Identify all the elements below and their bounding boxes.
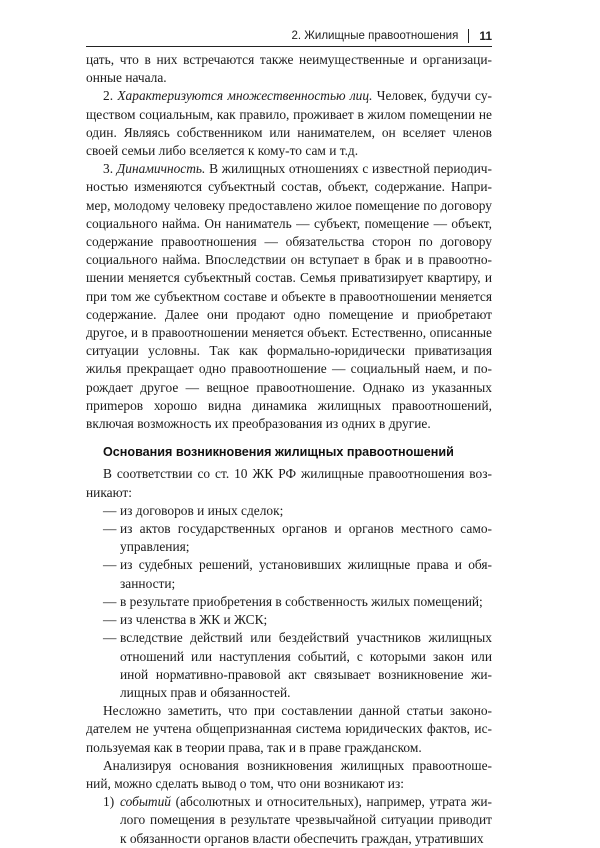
- emphasis-term: Динамичность.: [116, 161, 206, 177]
- list-item: [86, 593, 492, 611]
- page-number: 11: [479, 29, 492, 43]
- paragraph-multiplicity: [86, 87, 492, 160]
- paragraph-intro: В соответствии со ст. 10 ЖК РФ жилищные правоотношения возникают:: [86, 466, 492, 500]
- dash-marker: —: [103, 557, 117, 573]
- paragraph-text: Человек, будучи существом социальным, как правило, проживает в жилом помещении не один. Являясь собственником или нанимателем, он вселяет членов своей семьи либо вселяется к кому-то сам и т.д.: [86, 88, 492, 159]
- paragraph-text: В жилищных отношениях с известной периодичностью изменяются субъектный состав, объект, содержание. Например, молодому человеку предоставлено жилое помещение по договору социального найма. Он наниматель — субъект, помещение — объект, содержание правоотношения — обязательства сторон по договору социального найма. Впоследствии он вступает в брак и в правоотношении меняется субъектный состав. Семья приватизирует квартиру, и при том же субъектном составе и объекте в правоотношении меняется содержание. Далее они продают одно помещение и приобретают другое, и в правоотношении меняется объект. Естественно, описанные ситуации условны. Так как формально-юридически приватизация жилья прекращает одно правоотношение — социальный наем, и порождает другое — вещное правоотношение. Однако из указанных приmеров хорошо видна динамика жилищных правоотношений, включая возможность их преобразования из одних в другие.: [86, 161, 492, 432]
- dash-marker: —: [103, 593, 117, 609]
- list-item-text: из членства в ЖК и ЖСК;: [120, 612, 268, 628]
- dash-marker: —: [103, 521, 117, 537]
- list-item-text: в результате приобретения в собственность жилых помещений;: [120, 593, 483, 609]
- list-item-text: из договоров и иных сделок;: [120, 502, 284, 518]
- dash-marker: —: [103, 502, 117, 518]
- list-item-text: из судебных решений, установивших жилищные права и обязанности;: [120, 557, 492, 591]
- numbered-item-text: (абсолютных и относительных), например, утрата жилого помещения в результате чрезвычайной ситуации приводит к обязанности органов власти обеспечить граждан, утративших: [120, 794, 492, 846]
- paragraph-analysis: Анализируя основания возникновения жилищных правоотношений, можно сделать вывод о том, что они возникают из:: [86, 757, 492, 791]
- paragraph-dynamics: [86, 160, 492, 433]
- list-item-text: вследствие действий или бездействий участников жилищных отношений или наступления событий, с которыми закон или иной нормативно-правовой акт связывает возникновение жилищных прав и обязанностей.: [120, 630, 492, 700]
- dash-marker: —: [103, 612, 117, 628]
- paragraph-continuation: цать, что в них встречаются также неимущественные и организационные начала.: [86, 52, 492, 86]
- section-heading: Основания возникновения жилищных правоотношений: [103, 445, 454, 460]
- dash-marker: —: [103, 630, 117, 646]
- header-divider: [468, 29, 469, 43]
- list-item-text: из актов государственных органов и органов местного самоуправления;: [120, 521, 492, 555]
- list-item: [86, 520, 492, 556]
- number-marker: 1): [103, 794, 115, 810]
- numbered-item: [86, 793, 492, 848]
- paragraph-note: Несложно заметить, что при составлении данной статьи законодателем не учтена общепризнанная система юридических фактов, используемая как в теории права, так и в праве гражданском.: [86, 703, 492, 755]
- sources-list: [86, 793, 492, 848]
- item-number: 2.: [103, 88, 118, 104]
- list-item: [86, 502, 492, 520]
- emphasis-term: событий: [120, 794, 171, 810]
- list-item: [86, 611, 492, 629]
- grounds-list: [86, 502, 492, 702]
- emphasis-term: Характеризуются множественностью лиц.: [117, 88, 373, 104]
- section-title: 2. Жилищные правоотношения: [291, 30, 459, 42]
- list-item: [86, 556, 492, 592]
- page-body: [86, 51, 492, 848]
- item-number: 3.: [103, 161, 117, 177]
- running-header: [86, 26, 492, 47]
- book-page: [86, 26, 492, 848]
- list-item: [86, 629, 492, 702]
